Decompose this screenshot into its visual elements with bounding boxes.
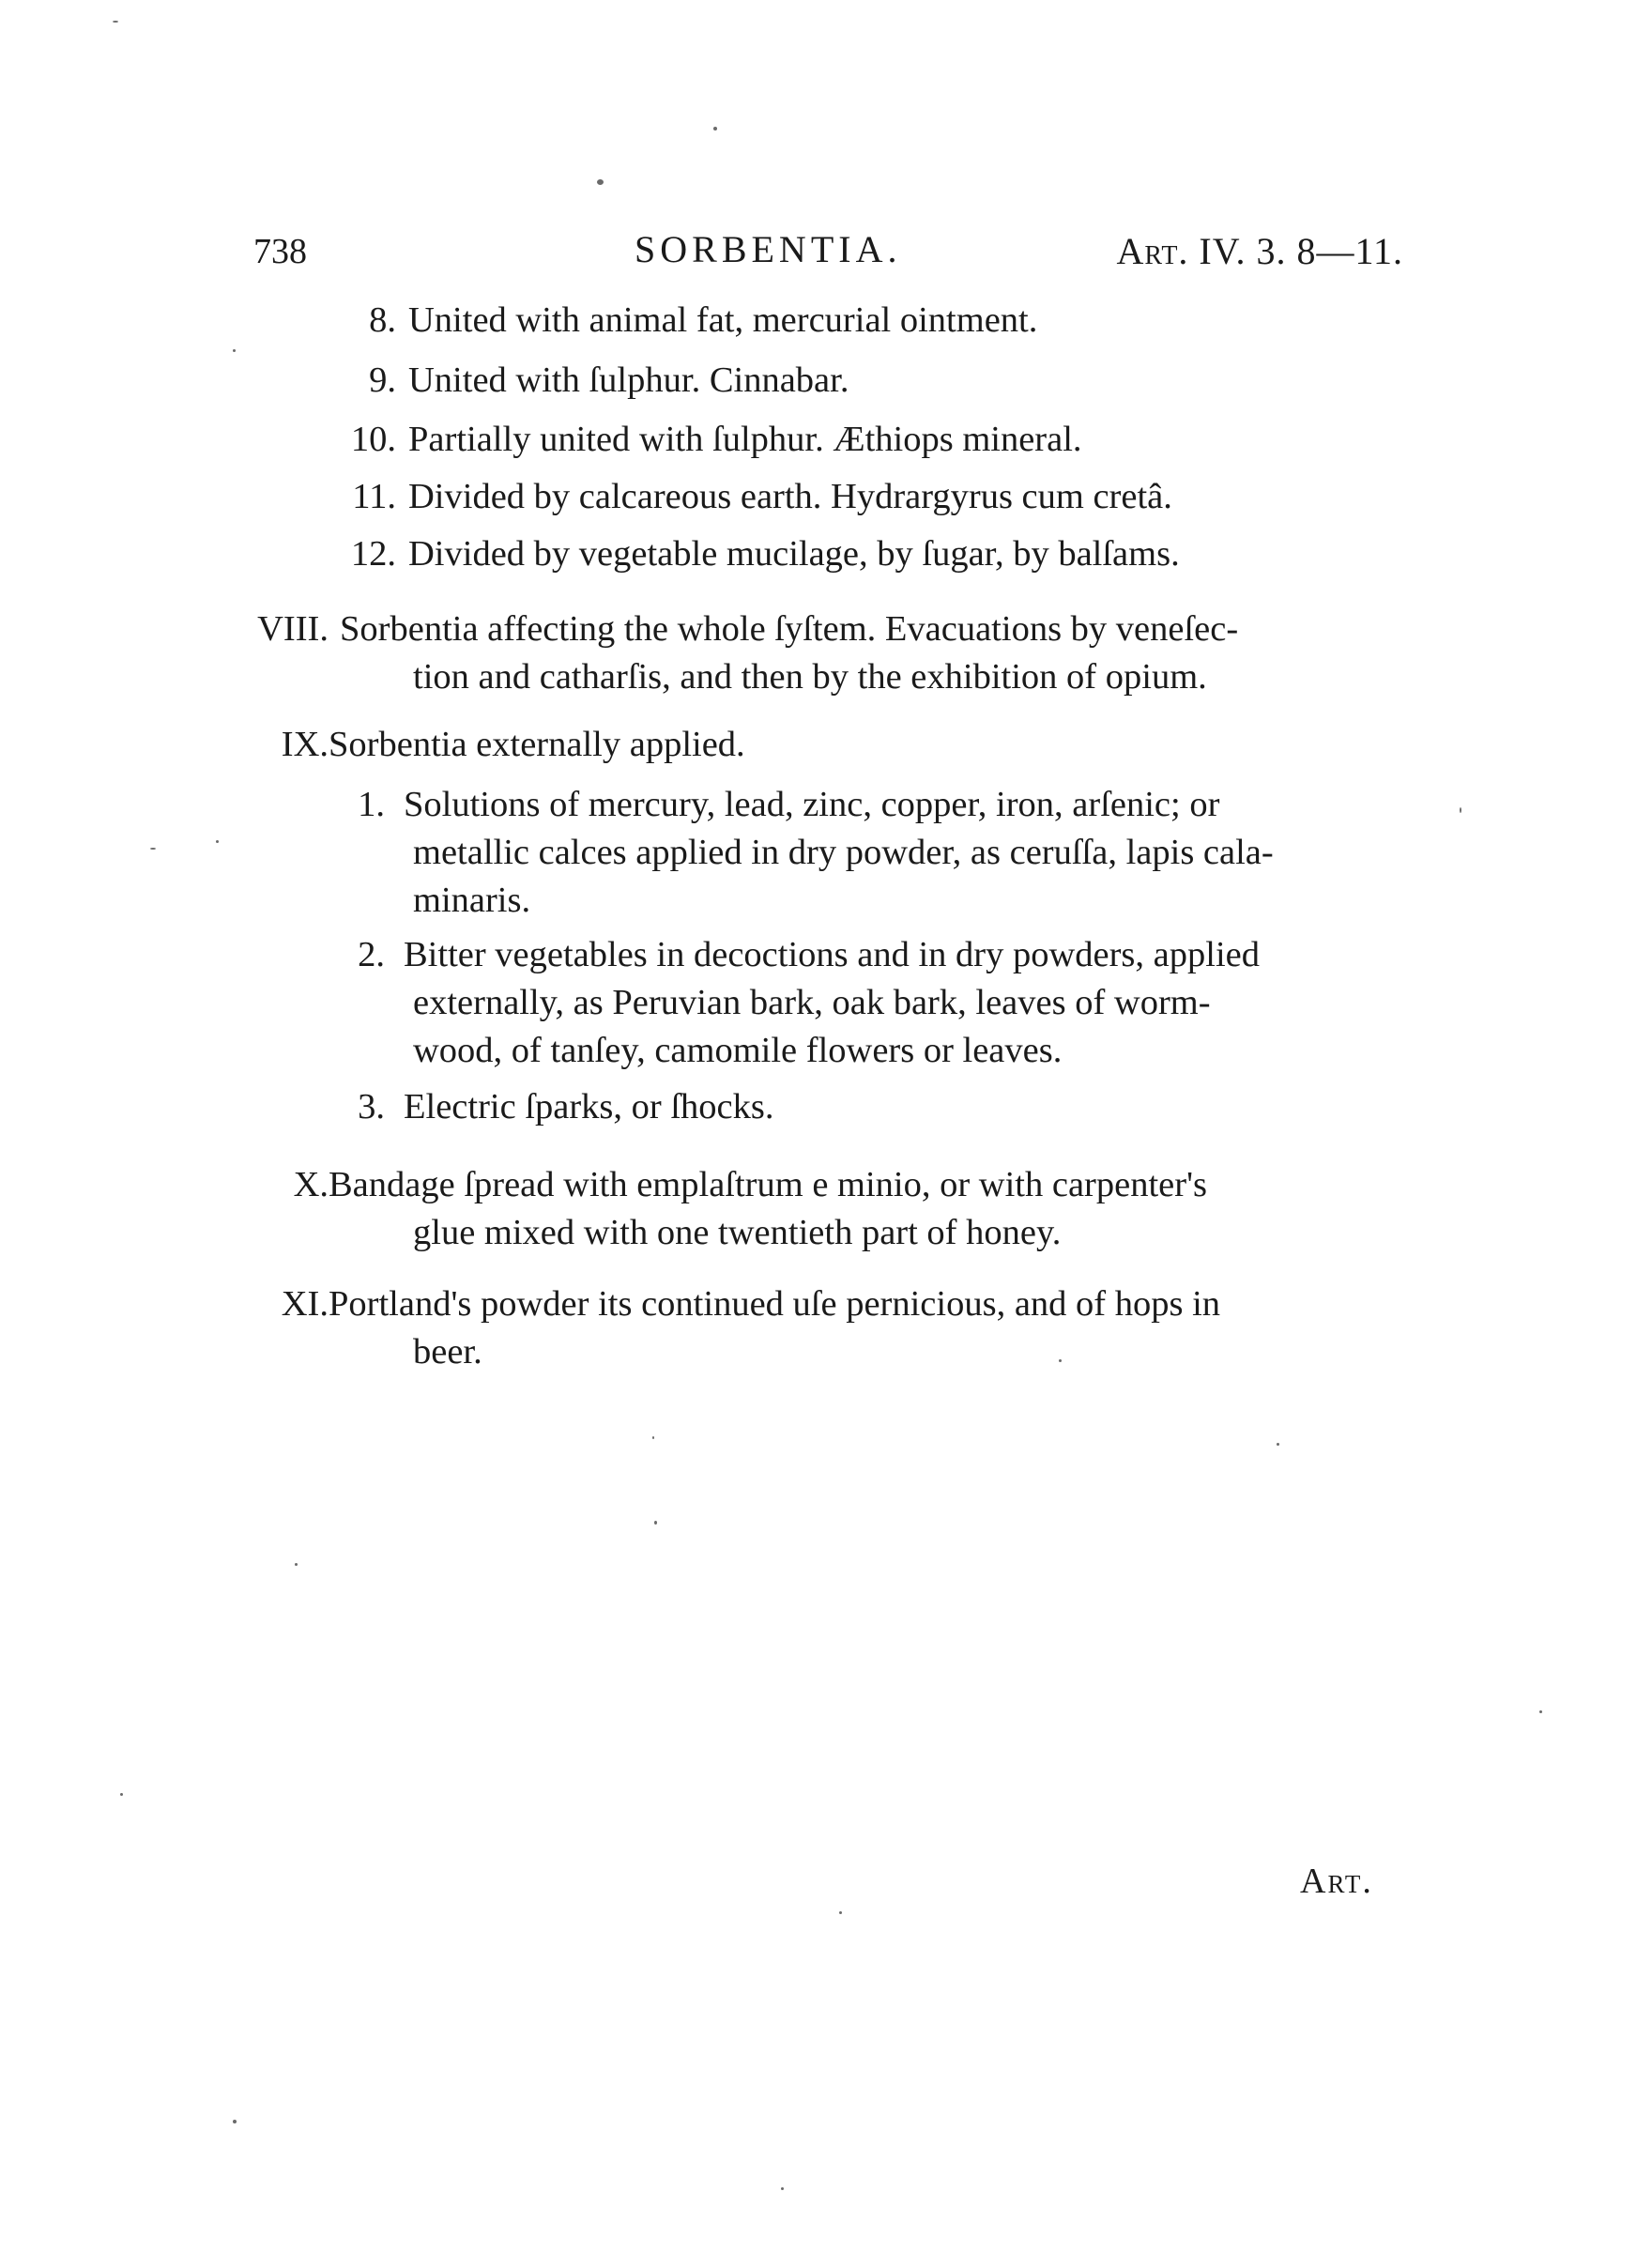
section-viii [235, 605, 1408, 703]
item-text: Divided by vegetable mucilage, by ſugar, by balſams. [408, 534, 1180, 574]
item-text-line: Bitter vegetables in decoctions and in dry powders, applied [404, 935, 1260, 974]
item-text: Partially united with ſulphur. Æthiops mineral. [408, 420, 1082, 459]
scan-speck [652, 1436, 654, 1439]
item-number: 1. [358, 785, 385, 824]
section-xi [235, 1280, 1408, 1378]
section-number: IX. [281, 725, 329, 764]
page-number: 738 [253, 232, 307, 271]
item-text-line: externally, as Peruvian bark, oak bark, leaves of worm- [413, 983, 1211, 1022]
section-number: X. [293, 1165, 329, 1204]
section-text-line: tion and catharſis, and then by the exhibition of opium. [413, 657, 1207, 697]
item-text-line: Electric ſparks, or ſhocks. [404, 1087, 774, 1126]
scan-speck [233, 2120, 237, 2123]
scan-speck [1277, 1443, 1279, 1446]
scan-speck [839, 1911, 842, 1914]
scan-speck [150, 848, 156, 850]
item-text: United with animal fat, mercurial ointment. [408, 300, 1038, 340]
page-title: SORBENTIA. [635, 228, 902, 270]
list-item [338, 530, 1408, 579]
scan-speck [113, 21, 118, 23]
item-text-line: Solutions of mercury, lead, zinc, copper, iron, arſenic; or [404, 785, 1220, 824]
scan-speck [1539, 1710, 1542, 1713]
item-number: 10. [350, 420, 396, 459]
section-text-line: glue mixed with one twentieth part of honey. [413, 1213, 1062, 1252]
item-number: 2. [358, 935, 385, 974]
scan-speck [295, 1563, 298, 1566]
item-number: 3. [358, 1087, 385, 1126]
item-text-line: metallic calces applied in dry powder, as ceruſſa, lapis cala- [413, 833, 1274, 872]
list-item [338, 931, 1408, 1078]
item-text-line: wood, of tanſey, camomile flowers or leaves. [413, 1031, 1063, 1070]
item-text: United with ſulphur. Cinnabar. [408, 360, 849, 400]
section-number: XI. [281, 1284, 329, 1324]
section-text-line: Sorbentia affecting the whole ſyſtem. Evacuations by veneſec- [340, 609, 1239, 649]
scan-speck [120, 1793, 123, 1796]
section-number: VIII. [257, 609, 329, 649]
scan-speck [233, 349, 236, 352]
item-number: 11. [352, 477, 396, 516]
section-text-line: Portland's powder its continued uſe pernicious, and of hops in [329, 1284, 1221, 1324]
list-item [338, 357, 1408, 406]
list-item [338, 416, 1408, 465]
section-text: Sorbentia externally applied. [329, 725, 745, 764]
scan-speck [781, 2187, 784, 2190]
item-number: 9. [369, 360, 396, 400]
scan-speck [713, 127, 717, 130]
list-item [338, 473, 1408, 522]
item-number: 12. [350, 534, 396, 574]
catchword: Art. [1300, 1862, 1373, 1901]
section-ix [235, 721, 1408, 770]
running-header [253, 223, 1403, 280]
scan-speck [597, 179, 604, 185]
article-reference: Art. IV. 3. 8—11. [1116, 230, 1403, 272]
scan-speck [1460, 807, 1461, 813]
item-text-line: minaris. [413, 881, 531, 920]
section-text-line: beer. [413, 1332, 482, 1372]
item-number: 8. [369, 300, 396, 340]
list-item [338, 781, 1408, 927]
section-x [235, 1161, 1408, 1259]
list-item [338, 297, 1408, 345]
item-text: Divided by calcareous earth. Hydrargyrus cum cretâ. [408, 477, 1172, 516]
scan-speck [654, 1521, 657, 1525]
section-text-line: Bandage ſpread with emplaſtrum e minio, or with carpenter's [329, 1165, 1207, 1204]
list-item [338, 1083, 1408, 1132]
scan-speck [216, 840, 219, 843]
